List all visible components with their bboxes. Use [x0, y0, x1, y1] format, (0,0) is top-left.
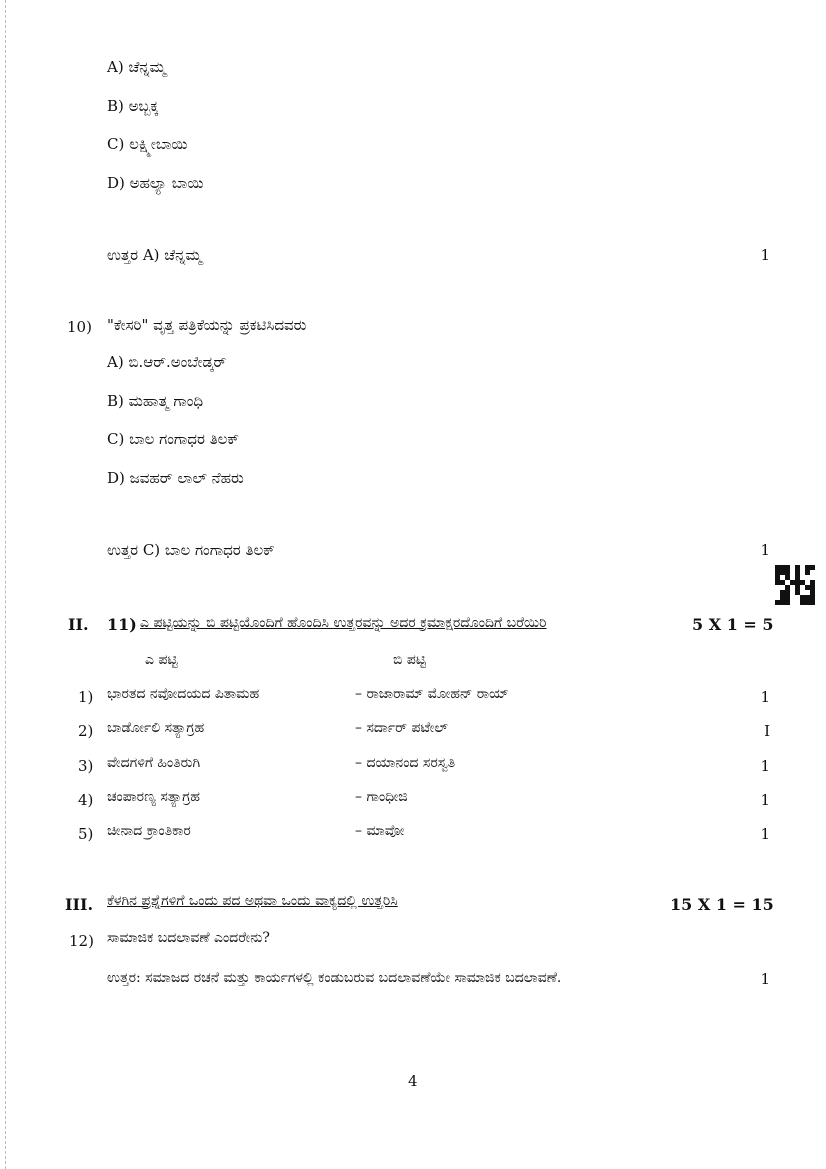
column-b-item: – ಮಾವೋ	[355, 823, 405, 839]
row-number: 1)	[78, 688, 94, 706]
section-instruction: ಕೆಳಗಿನ ಪ್ರಶ್ನೆಗಳಿಗೆ ಒಂದು ಪದ ಅಥವಾ ಒಂದು ವಾಕ್ಯದಲ್ಲಿ ಉತ್ತರಿಸಿ	[107, 893, 398, 909]
answer-text: ಉತ್ತರ: ಸಮಾಜದ ರಚನೆ ಮತ್ತು ಕಾರ್ಯಗಳಲ್ಲಿ ಕಂಡುಬರುವ ಬದಲಾವಣೆಯೇ ಸಾಮಾಜಿಕ ಬದಲಾವಣೆ.	[107, 970, 562, 986]
column-b-item: – ರಾಜಾರಾಮ್ ಮೋಹನ್ ರಾಯ್	[355, 686, 509, 702]
question-number: 11)	[107, 615, 137, 634]
column-b-item: – ಗಾಂಧೀಜಿ	[355, 789, 408, 805]
section-roman: III.	[65, 895, 94, 914]
mark: 1	[760, 246, 770, 264]
answer-line: ಉತ್ತರ C) ಬಾಲ ಗಂಗಾಧರ ತಿಲಕ್	[107, 541, 275, 559]
column-a-item: ಚೀನಾದ ಕ್ರಾಂತಿಕಾರ	[107, 823, 191, 839]
section-instruction: ಎ ಪಟ್ಟಿಯನ್ನು ಬಿ ಪಟ್ಟಿಯೊಂದಿಗೆ ಹೊಂದಿಸಿ ಉತ್ತರವನ್ನು ಅದರ ಕ್ರಮಾಕ್ಷರದೊಂದಿಗೆ ಬರೆಯಿರಿ	[140, 615, 547, 631]
column-b-item: – ಸರ್ದಾರ್ ಪಟೇಲ್	[355, 720, 448, 736]
option-b: B) ಅಬ್ಬಕ್ಕ	[107, 97, 159, 115]
qr-code-icon	[775, 565, 815, 605]
column-a-header: ಎ ಪಟ್ಟಿ	[145, 652, 178, 668]
row-number: 3)	[78, 757, 94, 775]
mark: 1	[760, 757, 770, 775]
margin-dashed-line	[5, 0, 6, 1169]
row-number: 5)	[78, 825, 94, 843]
column-a-item: ಚಂಪಾರಣ್ಯ ಸತ್ಯಾಗ್ರಹ	[107, 789, 200, 805]
option-c: C) ಬಾಲ ಗಂಗಾಧರ ತಿಲಕ್	[107, 430, 239, 448]
option-c: C) ಲಕ್ಷ್ಮೀಬಾಯಿ	[107, 135, 188, 153]
row-number: 2)	[78, 722, 94, 740]
column-b-item: – ದಯಾನಂದ ಸರಸ್ವತಿ	[355, 755, 456, 771]
column-a-item: ಬಾರ್ಡೋಲಿ ಸತ್ಯಾಗ್ರಹ	[107, 720, 205, 736]
mark: 1	[760, 791, 770, 809]
question-text: "ಕೇಸರಿ" ವೃತ್ತ ಪತ್ರಿಕೆಯನ್ನು ಪ್ರಕಟಿಸಿದವರು	[107, 316, 307, 334]
question-text: ಸಾಮಾಜಿಕ ಬದಲಾವಣೆ ಎಂದರೇನು?	[107, 930, 270, 946]
column-a-item: ವೇದಗಳಿಗೆ ಹಿಂತಿರುಗಿ	[107, 755, 201, 771]
page-number: 4	[408, 1072, 418, 1090]
option-d: D) ಅಹಲ್ಯಾ ಬಾಯಿ	[107, 174, 204, 192]
mark: 1	[760, 688, 770, 706]
mark: I	[764, 722, 770, 740]
section-marks: 15 X 1 = 15	[670, 895, 774, 914]
mark: 1	[760, 970, 770, 988]
question-number: 10)	[67, 318, 92, 336]
option-a: A) ಬಿ.ಆರ್.ಅಂಬೇಡ್ಕರ್	[107, 353, 227, 371]
mark: 1	[760, 825, 770, 843]
question-number: 12)	[69, 932, 94, 950]
answer-line: ಉತ್ತರ A) ಚೆನ್ನಮ್ಮ	[107, 246, 202, 264]
option-b: B) ಮಹಾತ್ಮ ಗಾಂಧಿ	[107, 392, 204, 410]
section-roman: II.	[68, 615, 89, 634]
option-a: A) ಚೆನ್ನಮ್ಮ	[107, 58, 166, 76]
column-b-header: ಬಿ ಪಟ್ಟಿ	[393, 652, 426, 668]
mark: 1	[760, 541, 770, 559]
column-a-item: ಭಾರತದ ನವೋದಯದ ಪಿತಾಮಹ	[107, 686, 260, 702]
option-d: D) ಜವಹರ್ ಲಾಲ್ ನೆಹರು	[107, 469, 244, 487]
section-marks: 5 X 1 = 5	[692, 615, 774, 634]
row-number: 4)	[78, 791, 94, 809]
